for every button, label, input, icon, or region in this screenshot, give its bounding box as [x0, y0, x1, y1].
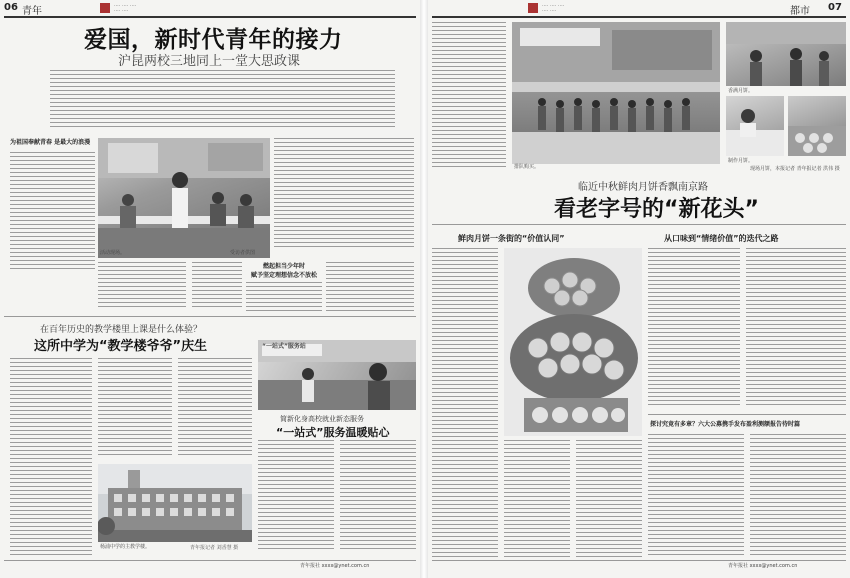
photo1-caption: 活动现场。	[100, 250, 126, 256]
side-photo-3	[788, 96, 846, 156]
side-photo-2-caption: 制作月饼。	[728, 158, 754, 164]
school-title-line2: 这所中学为“教学楼爷爷”庆生	[34, 339, 208, 354]
page-number: 06	[4, 2, 18, 13]
mid-title-line1: 燃起担当少年时	[262, 263, 305, 270]
right-headline: 看老字号的“新花头”	[554, 197, 759, 222]
mid-text-col2	[192, 262, 242, 310]
sidebar-title	[10, 138, 90, 147]
school-text-col3	[178, 358, 252, 458]
footer-rule	[4, 560, 416, 561]
right-page-header	[432, 2, 846, 18]
right-footer: 青年报社 xxxx@ynet.com.cn	[728, 563, 798, 569]
divider	[4, 316, 416, 317]
sidebar-body-text	[10, 152, 95, 272]
newspaper-logo-icon	[528, 3, 538, 13]
newspaper-logo-icon	[100, 3, 110, 13]
building-photo	[98, 464, 252, 542]
school-text-col1	[10, 358, 92, 556]
left-page-header	[4, 2, 416, 18]
service-photo	[258, 340, 416, 410]
page-gutter	[420, 0, 428, 578]
side-photo-1	[726, 22, 846, 86]
divider	[432, 224, 846, 225]
divider	[648, 414, 846, 415]
bottom-text-col1	[648, 434, 744, 558]
right-page	[428, 0, 850, 578]
mooncake-text-col1b	[432, 440, 498, 558]
section-name: 都市	[790, 6, 810, 17]
school-title-line1: 在百年历史的教学楼里上课是什么体验？	[40, 325, 203, 335]
lead-paragraph	[50, 70, 395, 130]
sidebar-title-text: 为祖国奉献青春 是最大的浪漫	[10, 139, 91, 146]
side-photo-3-caption: 现场月饼，本报记者 青年报记者 洪伟 摄	[750, 166, 840, 172]
service-title-line1: 简新化身高校就业新态服务	[280, 415, 364, 423]
footer-rule	[432, 560, 846, 561]
main-photo-caption: 排队购买。	[514, 164, 540, 170]
school-text-col2	[98, 358, 172, 458]
section-name: 青年	[22, 6, 42, 17]
header-meta: ···· ···· ···· ···· ····	[114, 3, 137, 14]
right-kicker: 临近中秋鲜肉月饼香飘南京路	[578, 182, 708, 193]
side-photo-2	[726, 96, 784, 156]
mooncake-text-col3	[576, 440, 642, 558]
side-photo-1-caption: 香满月饼。	[728, 88, 754, 94]
page-number: 07	[828, 2, 842, 13]
service-text-col2	[340, 440, 416, 550]
mooncake-text-col5	[746, 248, 846, 408]
mooncake-photo	[504, 248, 642, 436]
bottom-text-col2	[750, 434, 846, 558]
mooncake-text-col2	[504, 440, 570, 558]
mid-text-col3	[246, 282, 322, 312]
left-headline: 爱国，新时代青年的接力	[84, 27, 343, 53]
service-byline: 青年报记者 刘香慧 摄	[190, 545, 239, 551]
classroom-photo	[98, 138, 270, 258]
mooncake-text-col4	[648, 248, 740, 408]
service-title-line2: “一站式”服务温暖贴心	[276, 426, 390, 439]
left-footer: 青年报社 xxxx@ynet.com.cn	[300, 563, 370, 569]
mid-text-col1	[98, 262, 186, 310]
storefront-queue-photo	[512, 22, 720, 164]
building-photo-caption: 杨浦中学的主教学楼。	[100, 544, 151, 550]
col2-title: 从口味到“情绪价值”的迭代之路	[664, 234, 779, 243]
bottom-box-title: 探讨究竟有多章？六大公募携手发布盈利测额报告待时篇	[650, 421, 801, 428]
mid-title-line2: 赋予坚定理想信念不放松	[250, 272, 317, 279]
header-meta: ···· ···· ···· ···· ····	[542, 3, 565, 14]
service-text-col1	[258, 440, 334, 550]
mid-text-col4	[326, 262, 414, 312]
left-subheadline: 沪昆两校三地同上一堂大思政课	[118, 54, 301, 69]
intro-text-column	[432, 22, 506, 170]
col1-title: 鲜肉月饼一条街的“价值认同”	[458, 234, 565, 243]
mooncake-text-col1	[432, 248, 498, 438]
top-article-right-column	[274, 138, 414, 248]
mid-title	[246, 262, 322, 280]
left-page	[0, 0, 420, 578]
photo1-credit: 受访者供图	[230, 250, 256, 256]
service-photo-label: “一站式”服务站	[262, 343, 306, 350]
